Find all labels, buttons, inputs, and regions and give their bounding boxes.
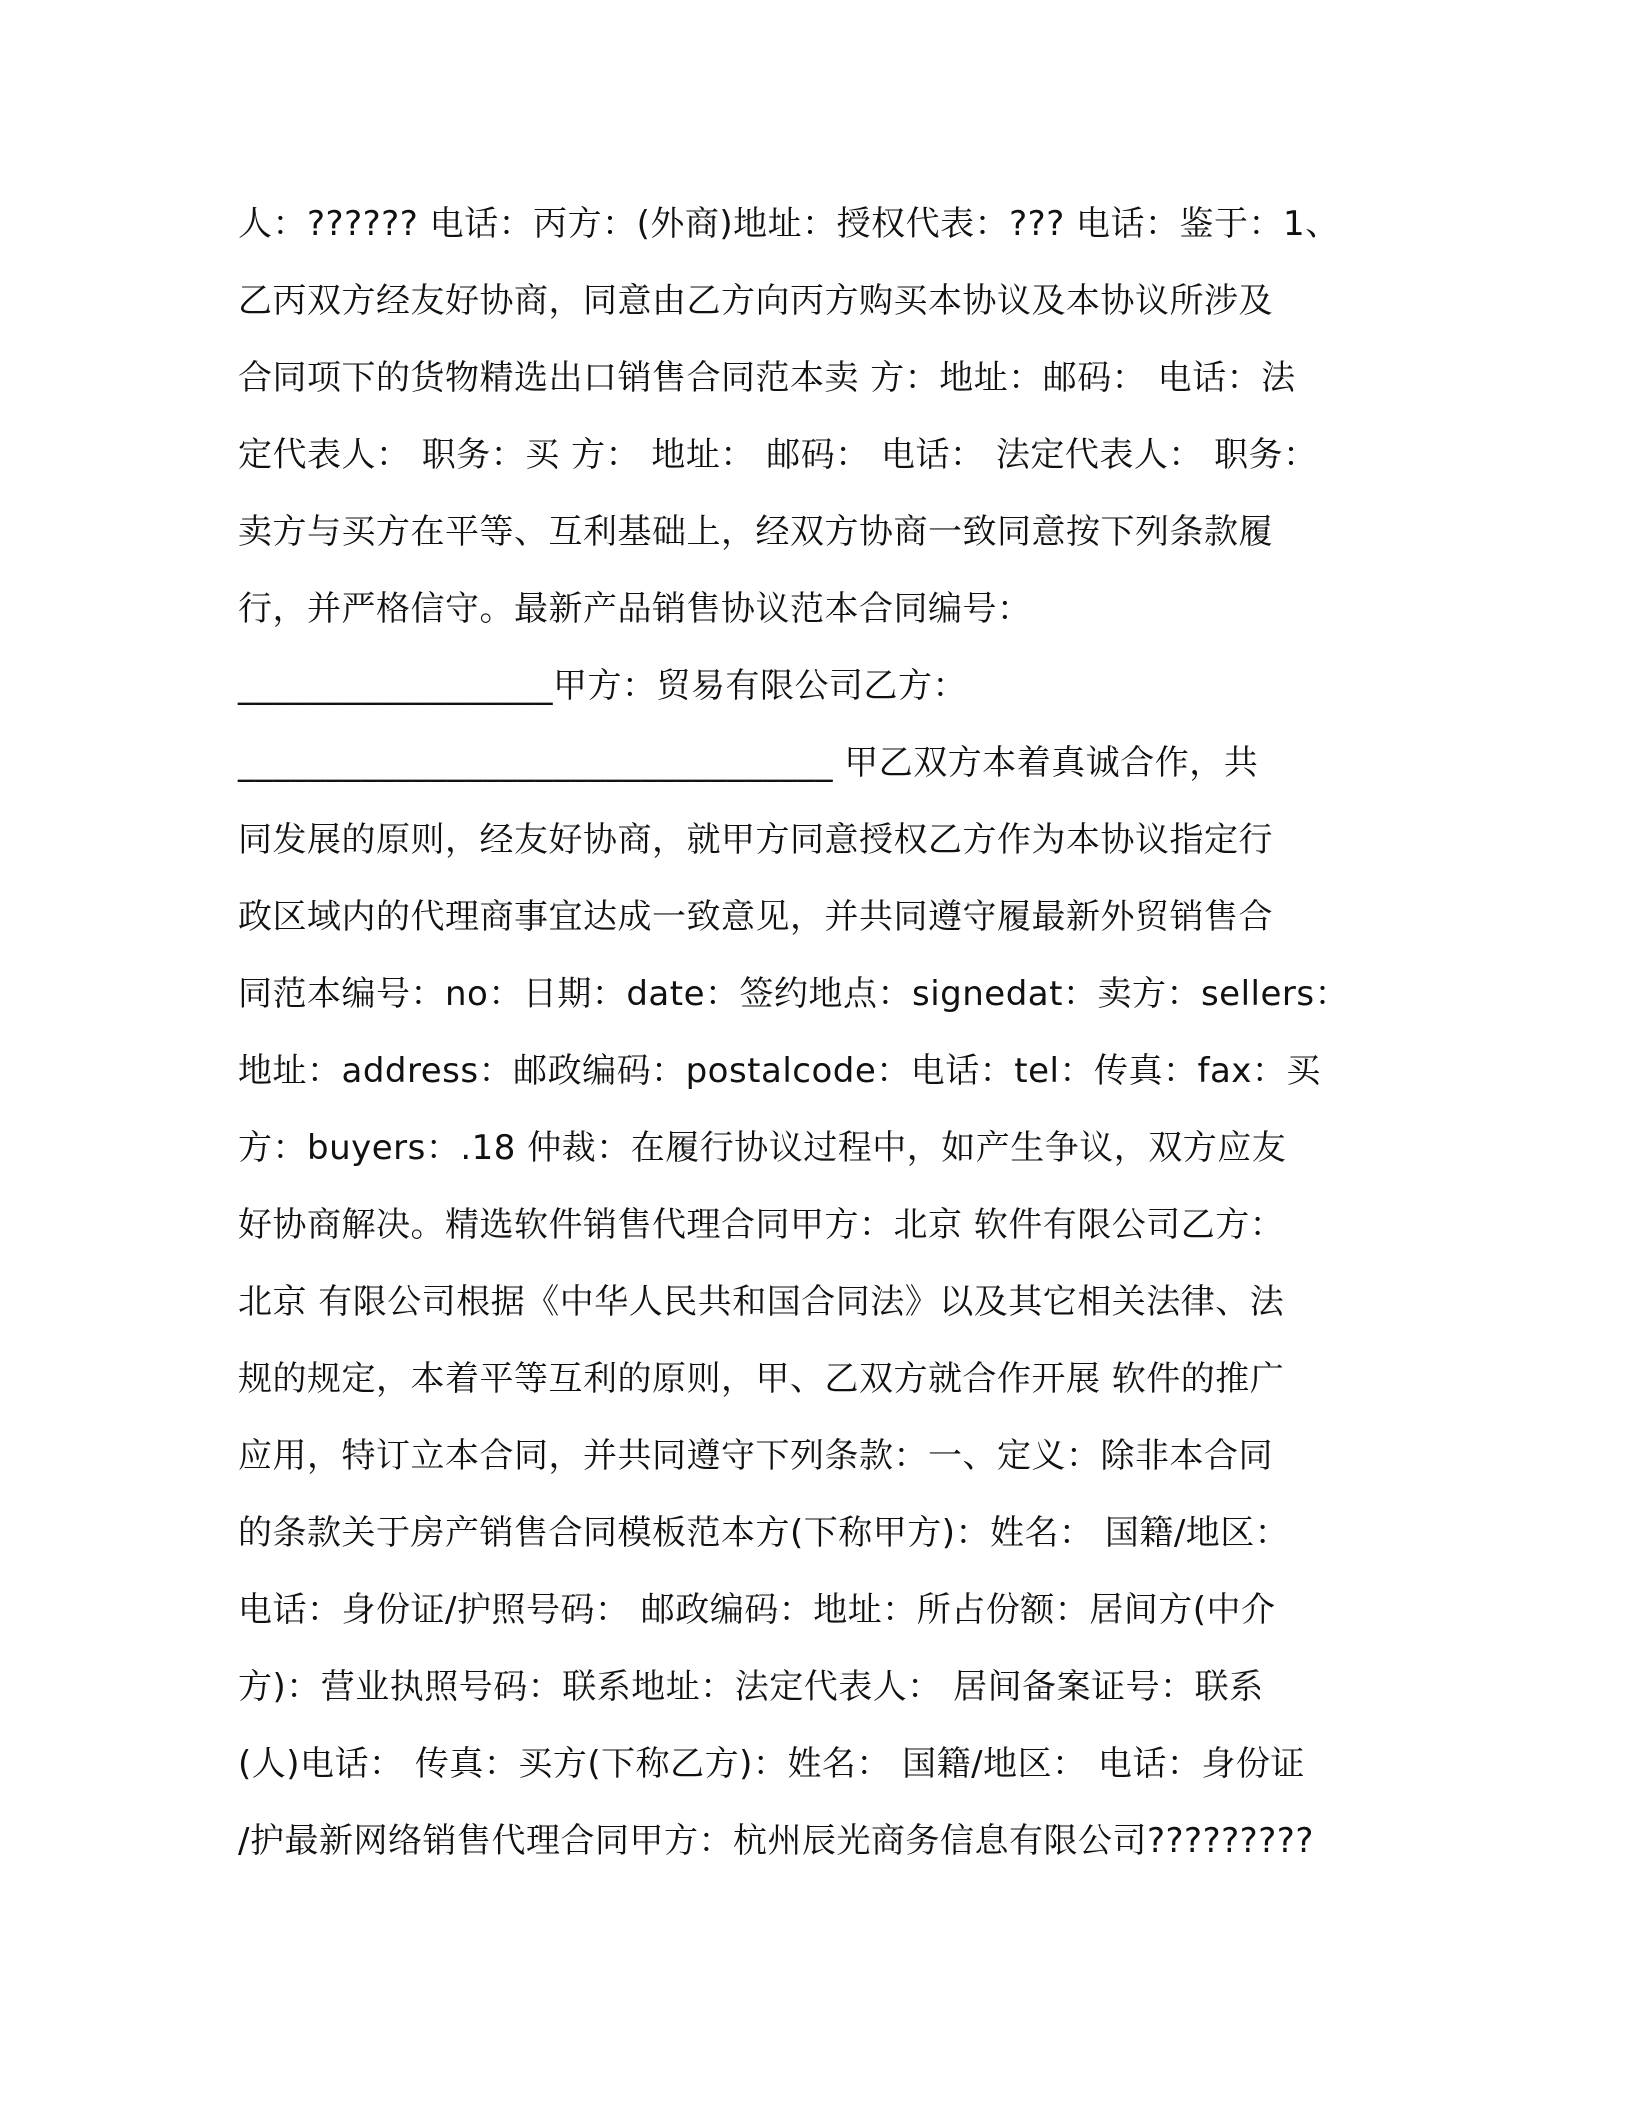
text-line: 乙丙双方经友好协商，同意由乙方向丙方购买本协议及本协议所涉及 xyxy=(238,281,1273,321)
text-line: 北京 有限公司根据《中华人民共和国合同法》以及其它相关法律、法 xyxy=(238,1282,1285,1322)
body-text xyxy=(238,186,1438,1880)
text-line: 同发展的原则，经友好协商，就甲方同意授权乙方作为本协议指定行 xyxy=(238,820,1273,860)
text-line: 方)：营业执照号码：联系地址：法定代表人： 居间备案证号：联系 xyxy=(238,1667,1264,1707)
text-line: 方：buyers：.18 仲裁：在履行协议过程中，如产生争议，双方应友 xyxy=(238,1128,1287,1168)
text-line: 政区域内的代理商事宜达成一致意见，并共同遵守履最新外贸销售合 xyxy=(238,897,1273,937)
text-line: 行，并严格信守。最新产品销售协议范本合同编号： xyxy=(238,589,1032,629)
text-line: __________________________________ 甲乙双方本着真诚合作，共 xyxy=(238,743,1259,783)
text-line: 合同项下的货物精选出口销售合同范本卖 方：地址：邮码： 电话：法 xyxy=(238,358,1296,398)
text-line: 定代表人： 职务：买 方： 地址： 邮码： 电话： 法定代表人： 职务： xyxy=(238,435,1318,475)
text-line: /护最新网络销售代理合同甲方：杭州辰光商务信息有限公司????????? xyxy=(238,1821,1314,1861)
text-line: 人：?????? 电话：丙方：(外商)地址：授权代表：??? 电话：鉴于：1、 xyxy=(238,204,1340,244)
text-line: 电话：身份证/护照号码： 邮政编码：地址：所占份额：居间方(中介 xyxy=(238,1590,1276,1630)
text-line: 卖方与买方在平等、互利基础上，经双方协商一致同意按下列条款履 xyxy=(238,512,1273,552)
text-line: 地址：address：邮政编码：postalcode：电话：tel：传真：fax：买 xyxy=(238,1051,1321,1091)
text-line: __________________甲方：贸易有限公司乙方： xyxy=(238,666,967,706)
text-line: 规的规定，本着平等互利的原则，甲、乙双方就合作开展 软件的推广 xyxy=(238,1359,1285,1399)
text-line: 的条款关于房产销售合同模板范本方(下称甲方)：姓名： 国籍/地区： xyxy=(238,1513,1290,1553)
text-line: 同范本编号：no：日期：date：签约地点：signedat：卖方：sellers： xyxy=(238,974,1350,1014)
text-line: 好协商解决。精选软件销售代理合同甲方：北京 软件有限公司乙方： xyxy=(238,1205,1285,1245)
text-line: 应用，特订立本合同，并共同遵守下列条款：一、定义：除非本合同 xyxy=(238,1436,1273,1476)
text-line: (人)电话： 传真：买方(下称乙方)：姓名： 国籍/地区： 电话：身份证 xyxy=(238,1744,1305,1784)
